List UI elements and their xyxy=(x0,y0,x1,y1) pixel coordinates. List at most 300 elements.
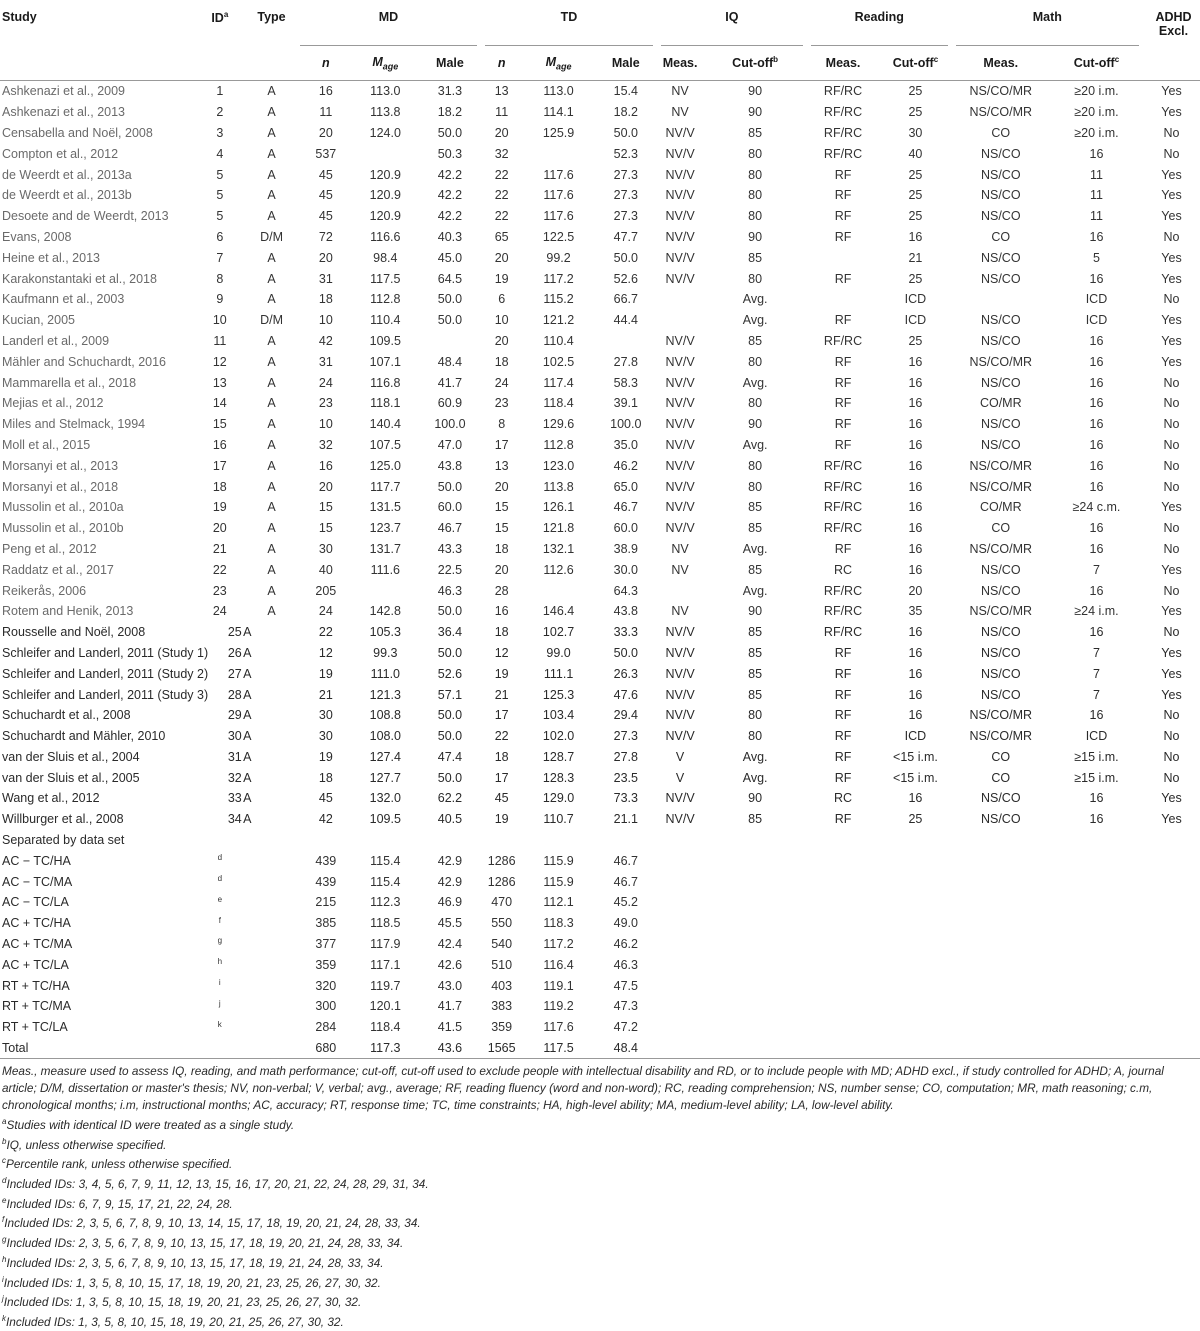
cell-iq-meas: NV/V xyxy=(665,500,695,515)
cell-td-n: 403 xyxy=(491,978,513,993)
cell-td-male: 46.3 xyxy=(613,957,638,972)
cell-type: A xyxy=(243,812,252,827)
cell-empty xyxy=(1050,934,1143,955)
cell-td-mage xyxy=(522,143,594,164)
cell-id: 7 xyxy=(216,250,224,265)
cell-td-mage: 117.6 xyxy=(543,1020,574,1035)
table-row xyxy=(0,518,1200,539)
cell-type: A xyxy=(243,770,252,785)
cell-iq-meas: NV xyxy=(671,105,689,120)
cell-md-mage: 142.8 xyxy=(369,604,401,619)
cell-md-mage: 111.6 xyxy=(370,562,401,577)
cell-id: 1 xyxy=(216,84,224,99)
cell-type: A xyxy=(243,791,252,806)
cell-reading-meas: RF xyxy=(834,708,852,723)
cell-iq-meas: NV xyxy=(671,84,689,99)
cell-type: A xyxy=(267,521,276,536)
cell-md-mage: 120.9 xyxy=(369,188,401,203)
cell-type xyxy=(243,996,300,1017)
cell-md-mage: 131.5 xyxy=(369,500,401,515)
header-md-n: n xyxy=(322,56,330,70)
cell-td-n: 19 xyxy=(494,812,509,827)
cell-reading-cutoff: 16 xyxy=(908,645,923,660)
cell-td-male: 23.5 xyxy=(613,770,638,785)
table-body xyxy=(0,81,1200,1059)
cell-type xyxy=(243,850,300,871)
cell-math-meas: NS/CO/MR xyxy=(969,354,1033,369)
cell-empty xyxy=(1050,892,1143,913)
cell-adhd-excl: No xyxy=(1163,146,1180,161)
cell-td-n: 28 xyxy=(494,583,509,598)
footnote: $^h$Included IDs: 2, 3, 5, 6, 7, 8, 9, 10, 13, 15, 17, 18, 19, 21, 24, 28, 33, 34. xyxy=(2,1254,384,1270)
cell-type: A xyxy=(243,687,252,702)
cell-md-mage: 127.7 xyxy=(369,770,401,785)
cell-id: 5 xyxy=(216,188,224,203)
cell-reading-meas: RC xyxy=(834,562,853,577)
cell-td-male: 27.8 xyxy=(613,354,638,369)
cell-footnote-mark: k xyxy=(217,1019,222,1029)
cell-math-meas: NS/CO/MR xyxy=(969,729,1033,744)
cell-reading-meas: RF xyxy=(834,812,852,827)
cell-footnote-mark xyxy=(197,1038,244,1059)
cell-td-male: 27.3 xyxy=(613,729,638,744)
cell-reading-cutoff: 40 xyxy=(908,146,923,161)
cell-math-meas: CO/MR xyxy=(979,500,1022,515)
cell-adhd-excl: No xyxy=(1163,229,1180,244)
table-row xyxy=(0,455,1200,476)
cell-math-cutoff: 16 xyxy=(1089,229,1104,244)
cell-math-cutoff: 7 xyxy=(1092,687,1100,702)
table-row xyxy=(0,372,1200,393)
cell-iq-meas: NV/V xyxy=(665,396,695,411)
cell-md-male: 42.9 xyxy=(437,853,463,868)
cell-md-mage: 98.4 xyxy=(373,250,398,265)
abbreviations-note: Meas., measure used to assess IQ, reading, and math performance; cut-off, cut-off used to exclude people with intellectual disability and RD, or to include people with MD; ADHD excl., if study controlled for ADHD; A, journal article; D/M, dissertation or master's thesis; NV, non-verbal; V, verbal; avg., average; RF, reading fluency (word and non-word); RC, reading comprehension; NS, number sense; CO, computation; MR, math reasoning; c.m, chronological months; i.m, instructional months; AC, accuracy; RT, response time; TC, time constraints; HA, high-level ability; MA, medium-level ability; LA, low-level ability. xyxy=(2,1064,1164,1113)
cell-study: Schleifer and Landerl, 2011 (Study 1) xyxy=(2,645,209,660)
cell-td-mage: 114.1 xyxy=(543,105,574,120)
cell-td-male: 44.4 xyxy=(613,313,638,328)
cell-math-meas: NS/CO xyxy=(980,791,1021,806)
cell-type: A xyxy=(267,417,276,432)
cell-md-male: 50.0 xyxy=(437,125,463,140)
cell-adhd-excl: No xyxy=(1163,458,1180,473)
cell-td-male: 35.0 xyxy=(613,437,638,452)
cell-md-male: 31.3 xyxy=(437,84,463,99)
cell-iq-meas: NV/V xyxy=(665,417,695,432)
cell-empty xyxy=(703,934,806,955)
cell-td-mage: 112.1 xyxy=(543,895,574,910)
cell-td-male: 46.7 xyxy=(613,874,638,889)
cell-reading-meas: RF xyxy=(834,354,852,369)
cell-td-mage: 102.5 xyxy=(542,354,575,369)
table-row xyxy=(0,393,1200,414)
cell-iq-cutoff: 80 xyxy=(748,188,763,203)
cell-dataset: Total xyxy=(0,1038,197,1059)
header-iq: IQ xyxy=(657,0,807,46)
cell-td-n: 32 xyxy=(494,146,509,161)
cell-id: 17 xyxy=(212,458,227,473)
cell-td-n: 22 xyxy=(494,729,509,744)
cell-td-male: 52.6 xyxy=(613,271,638,286)
cell-reading-meas: RF/RC xyxy=(823,333,863,348)
cell-td-mage: 113.8 xyxy=(543,479,574,494)
cell-md-mage: 117.1 xyxy=(370,957,401,972)
cell-math-cutoff: 5 xyxy=(1092,250,1100,265)
cell-td-n: 22 xyxy=(494,188,509,203)
cell-td-n: 470 xyxy=(491,895,513,910)
cell-td-mage: 117.6 xyxy=(543,188,574,203)
cell-md-mage: 113.8 xyxy=(370,105,401,120)
cell-empty xyxy=(879,1017,951,1038)
cell-empty xyxy=(703,996,806,1017)
cell-id: 15 xyxy=(212,417,227,432)
cell-footnote-mark: j xyxy=(218,998,221,1008)
cell-math-cutoff: 16 xyxy=(1089,479,1104,494)
dataset-row xyxy=(0,954,1200,975)
cell-md-male: 50.0 xyxy=(437,479,463,494)
cell-id: 5 xyxy=(216,209,224,224)
cell-md-male: 42.6 xyxy=(437,957,463,972)
cell-id: 31 xyxy=(227,749,242,764)
table-row xyxy=(0,268,1200,289)
cell-empty xyxy=(657,1038,704,1059)
cell-iq-meas: NV/V xyxy=(665,229,695,244)
cell-study: Morsanyi et al., 2013 xyxy=(2,458,119,473)
cell-empty xyxy=(657,996,704,1017)
cell-td-male: 30.0 xyxy=(613,562,638,577)
dataset-row xyxy=(0,975,1200,996)
cell-td-mage: 102.7 xyxy=(542,625,575,640)
cell-reading-meas xyxy=(807,289,879,310)
cell-md-mage xyxy=(352,143,419,164)
cell-reading-cutoff: 25 xyxy=(908,812,923,827)
cell-reading-cutoff: 16 xyxy=(908,458,923,473)
cell-td-n: 13 xyxy=(494,458,509,473)
cell-id: 23 xyxy=(212,583,227,598)
cell-adhd-excl: Yes xyxy=(1161,812,1182,827)
cell-md-n: 16 xyxy=(318,84,333,99)
header-td-mage: $M_{age}$ xyxy=(545,54,572,72)
cell-id: 16 xyxy=(212,437,227,452)
cell-md-n: 30 xyxy=(318,541,333,556)
cell-reading-cutoff: 16 xyxy=(908,396,923,411)
cell-md-mage: 108.0 xyxy=(369,729,401,744)
cell-type xyxy=(243,934,300,955)
cell-empty xyxy=(952,996,1050,1017)
table-row xyxy=(0,476,1200,497)
cell-md-male: 100.0 xyxy=(434,417,466,432)
cell-td-male: 45.2 xyxy=(613,895,638,910)
cell-type: A xyxy=(267,396,276,411)
cell-md-male: 42.2 xyxy=(437,167,463,182)
cell-empty xyxy=(1143,871,1200,892)
cell-md-mage: 115.4 xyxy=(370,853,401,868)
cell-md-n: 72 xyxy=(318,229,333,244)
cell-td-male: 39.1 xyxy=(613,396,638,411)
cell-reading-meas: RF xyxy=(834,375,852,390)
cell-math-meas: CO xyxy=(991,521,1011,536)
cell-reading-meas: RF xyxy=(834,541,852,556)
cell-empty xyxy=(703,1038,806,1059)
cell-md-n: 537 xyxy=(315,146,337,161)
cell-iq-cutoff: Avg. xyxy=(742,313,768,328)
cell-iq-meas: NV/V xyxy=(665,479,695,494)
cell-td-male: 47.6 xyxy=(613,687,638,702)
cell-md-male: 42.2 xyxy=(437,209,463,224)
cell-td-n: 17 xyxy=(494,437,509,452)
cell-md-n: 31 xyxy=(318,354,333,369)
cell-td-male xyxy=(595,331,657,352)
cell-empty xyxy=(657,934,704,955)
footnote: $^f$Included IDs: 2, 3, 5, 6, 7, 8, 9, 10, 13, 14, 15, 17, 18, 19, 20, 21, 24, 28, 33, 34. xyxy=(2,1215,421,1231)
cell-td-n: 20 xyxy=(494,125,509,140)
cell-footnote-mark: h xyxy=(217,957,223,967)
cell-md-male: 43.8 xyxy=(437,458,463,473)
cell-iq-meas: V xyxy=(675,770,685,785)
cell-footnote-mark: f xyxy=(218,915,221,925)
cell-reading-cutoff: 25 xyxy=(908,333,923,348)
cell-md-n: 205 xyxy=(315,583,337,598)
cell-math-meas: NS/CO xyxy=(980,583,1021,598)
table-header xyxy=(0,0,1200,81)
cell-reading-cutoff: 16 xyxy=(908,562,923,577)
cell-reading-cutoff: 16 xyxy=(908,708,923,723)
footnote: $^b$IQ, unless otherwise specified. xyxy=(2,1136,167,1152)
cell-empty xyxy=(703,975,806,996)
cell-id: 9 xyxy=(216,292,224,307)
cell-td-male: 27.3 xyxy=(613,188,638,203)
cell-md-male: 43.6 xyxy=(419,1038,481,1059)
cell-reading-cutoff: 16 xyxy=(908,521,923,536)
cell-id: 34 xyxy=(227,812,242,827)
cell-study: Raddatz et al., 2017 xyxy=(2,562,114,577)
cell-math-cutoff: 16 xyxy=(1089,583,1104,598)
cell-reading-meas: RF xyxy=(834,729,852,744)
cell-iq-cutoff: 90 xyxy=(748,791,763,806)
cell-td-mage: 129.0 xyxy=(542,791,575,806)
cell-type xyxy=(243,892,300,913)
cell-reading-cutoff: 16 xyxy=(908,354,923,369)
cell-study: Schleifer and Landerl, 2011 (Study 3) xyxy=(2,687,209,702)
cell-math-meas: NS/CO/MR xyxy=(969,84,1033,99)
cell-td-mage: 125.3 xyxy=(542,687,575,702)
cell-td-male: 21.1 xyxy=(613,812,638,827)
cell-td-male: 46.7 xyxy=(613,500,638,515)
table-row xyxy=(0,143,1200,164)
cell-empty xyxy=(1143,850,1200,871)
cell-td-mage: 110.7 xyxy=(543,812,574,827)
table-row xyxy=(0,559,1200,580)
cell-td-n: 6 xyxy=(498,292,506,307)
cell-math-cutoff: 16 xyxy=(1089,458,1104,473)
cell-td-male: 73.3 xyxy=(613,791,638,806)
cell-reading-meas: RC xyxy=(834,791,853,806)
cell-md-mage: 123.7 xyxy=(369,521,401,536)
cell-reading-cutoff: 16 xyxy=(908,687,923,702)
cell-iq-cutoff: 85 xyxy=(748,250,763,265)
cell-empty xyxy=(952,975,1050,996)
cell-td-n: 19 xyxy=(494,666,509,681)
cell-study: Moll et al., 2015 xyxy=(2,437,91,452)
cell-md-mage: 109.5 xyxy=(369,333,401,348)
footnote: $^c$Percentile rank, unless otherwise specified. xyxy=(2,1156,233,1172)
cell-td-male: 50.0 xyxy=(613,645,638,660)
cell-adhd-excl: Yes xyxy=(1161,188,1182,203)
cell-md-male: 42.2 xyxy=(437,188,463,203)
cell-math-meas: NS/CO xyxy=(980,812,1021,827)
cell-id: 2 xyxy=(216,105,224,120)
cell-type: A xyxy=(243,729,252,744)
cell-td-mage: 146.4 xyxy=(542,604,575,619)
table-row xyxy=(0,206,1200,227)
cell-reading-meas: RF xyxy=(834,313,852,328)
cell-math-cutoff: 16 xyxy=(1089,521,1104,536)
cell-id: 3 xyxy=(216,125,224,140)
cell-td-mage: 117.2 xyxy=(543,937,574,952)
cell-iq-meas: NV/V xyxy=(665,271,695,286)
cell-empty xyxy=(952,1017,1050,1038)
cell-reading-cutoff: <15 i.m. xyxy=(893,749,938,764)
cell-iq-cutoff: 80 xyxy=(748,479,763,494)
cell-reading-meas: RF/RC xyxy=(823,458,863,473)
cell-md-n: 45 xyxy=(318,209,333,224)
cell-empty xyxy=(1143,1038,1200,1059)
cell-md-mage: 140.4 xyxy=(369,417,401,432)
cell-reading-cutoff: 25 xyxy=(908,271,923,286)
cell-md-mage: 116.6 xyxy=(370,229,401,244)
cell-iq-cutoff: 85 xyxy=(748,812,763,827)
cell-study: Ashkenazi et al., 2009 xyxy=(2,84,125,99)
cell-reading-meas: RF xyxy=(834,749,852,764)
footnote: $^j$Included IDs: 1, 3, 5, 8, 10, 15, 18, 19, 20, 21, 23, 25, 26, 27, 30, 32. xyxy=(2,1294,362,1310)
cell-type: A xyxy=(267,125,276,140)
cell-td-mage: 121.8 xyxy=(542,521,575,536)
cell-iq-cutoff: 80 xyxy=(748,708,763,723)
cell-adhd-excl: Yes xyxy=(1161,354,1182,369)
cell-md-mage: 107.5 xyxy=(369,437,401,452)
cell-study: Morsanyi et al., 2018 xyxy=(2,479,119,494)
cell-study: Schleifer and Landerl, 2011 (Study 2) xyxy=(2,666,209,681)
cell-math-meas: NS/CO xyxy=(980,417,1021,432)
cell-math-cutoff: 16 xyxy=(1089,417,1104,432)
cell-md-mage: 107.1 xyxy=(369,354,401,369)
cell-md-n: 377 xyxy=(315,937,337,952)
cell-math-meas: NS/CO xyxy=(980,188,1021,203)
cell-iq-meas: NV/V xyxy=(665,666,695,681)
cell-study: Censabella and Noël, 2008 xyxy=(2,125,153,140)
cell-reading-cutoff: 16 xyxy=(908,437,923,452)
cell-adhd-excl: No xyxy=(1163,396,1180,411)
cell-type xyxy=(243,871,300,892)
cell-td-mage: 113.0 xyxy=(543,84,574,99)
dataset-row xyxy=(0,850,1200,871)
cell-td-mage: 117.2 xyxy=(543,271,574,286)
cell-reading-cutoff: 25 xyxy=(908,209,923,224)
header-md-male: Male xyxy=(436,56,464,70)
cell-type: A xyxy=(267,105,276,120)
cell-td-male: 38.9 xyxy=(613,541,638,556)
table-row xyxy=(0,580,1200,601)
cell-empty xyxy=(952,913,1050,934)
dataset-row xyxy=(0,1017,1200,1038)
cell-adhd-excl: No xyxy=(1163,541,1180,556)
cell-iq-cutoff: 90 xyxy=(748,604,763,619)
cell-iq-cutoff: 80 xyxy=(748,271,763,286)
cell-td-n: 8 xyxy=(498,417,506,432)
cell-td-male: 64.3 xyxy=(613,583,638,598)
cell-iq-meas: NV/V xyxy=(665,188,695,203)
cell-md-mage: 124.0 xyxy=(369,125,401,140)
cell-md-n: 12 xyxy=(318,645,333,660)
table-row xyxy=(0,809,1200,830)
header-reading-cutoff: Cut-off$^c$ xyxy=(892,55,939,71)
cell-iq-meas: NV/V xyxy=(665,209,695,224)
cell-md-n: 45 xyxy=(318,167,333,182)
cell-math-meas: NS/CO xyxy=(980,625,1021,640)
cell-math-cutoff: 16 xyxy=(1089,541,1104,556)
cell-reading-cutoff: 21 xyxy=(908,250,923,265)
cell-td-male: 50.0 xyxy=(613,125,638,140)
cell-empty xyxy=(807,934,879,955)
cell-td-n: 45 xyxy=(494,791,509,806)
cell-id: 20 xyxy=(212,521,227,536)
cell-td-mage: 99.0 xyxy=(546,645,571,660)
cell-iq-cutoff: 90 xyxy=(748,229,763,244)
cell-md-male: 41.7 xyxy=(437,999,463,1014)
cell-math-cutoff: ≥20 i.m. xyxy=(1074,125,1119,140)
cell-td-n: 16 xyxy=(494,604,509,619)
cell-td-n: 1286 xyxy=(487,874,516,889)
cell-empty xyxy=(657,892,704,913)
cell-td-male: 27.3 xyxy=(613,209,638,224)
cell-td-n: 20 xyxy=(494,479,509,494)
cell-md-mage xyxy=(352,580,419,601)
cell-empty xyxy=(1143,913,1200,934)
cell-empty xyxy=(879,996,951,1017)
cell-td-mage: 112.8 xyxy=(543,437,574,452)
header-id: $ID^a$ xyxy=(211,10,229,26)
cell-reading-meas: RF/RC xyxy=(823,625,863,640)
cell-iq-cutoff: 80 xyxy=(748,209,763,224)
cell-type xyxy=(243,1038,300,1059)
cell-math-meas: NS/CO/MR xyxy=(969,708,1033,723)
cell-reading-meas: RF/RC xyxy=(823,521,863,536)
cell-iq-cutoff: 80 xyxy=(748,167,763,182)
cell-id: 18 xyxy=(212,479,227,494)
cell-math-cutoff: 16 xyxy=(1089,812,1104,827)
cell-td-n: 22 xyxy=(494,167,509,182)
cell-td-mage: 115.9 xyxy=(543,853,574,868)
cell-math-cutoff: 16 xyxy=(1089,354,1104,369)
cell-td-n: 12 xyxy=(494,645,509,660)
cell-md-male: 45.0 xyxy=(437,250,463,265)
cell-iq-cutoff: Avg. xyxy=(742,541,768,556)
cell-td-n: 18 xyxy=(494,749,509,764)
cell-empty xyxy=(1050,975,1143,996)
cell-id: 11 xyxy=(213,333,227,348)
table-row xyxy=(0,81,1200,102)
cell-math-meas: NS/CO xyxy=(980,333,1021,348)
cell-md-n: 15 xyxy=(318,521,333,536)
cell-md-n: 20 xyxy=(318,479,333,494)
cell-math-cutoff: 7 xyxy=(1092,666,1100,681)
cell-md-male: 40.5 xyxy=(437,812,463,827)
cell-adhd-excl: Yes xyxy=(1161,209,1182,224)
cell-empty xyxy=(1143,975,1200,996)
cell-dataset: RT + TC/LA xyxy=(2,1020,68,1035)
table-row xyxy=(0,227,1200,248)
cell-iq-meas: NV/V xyxy=(665,625,695,640)
